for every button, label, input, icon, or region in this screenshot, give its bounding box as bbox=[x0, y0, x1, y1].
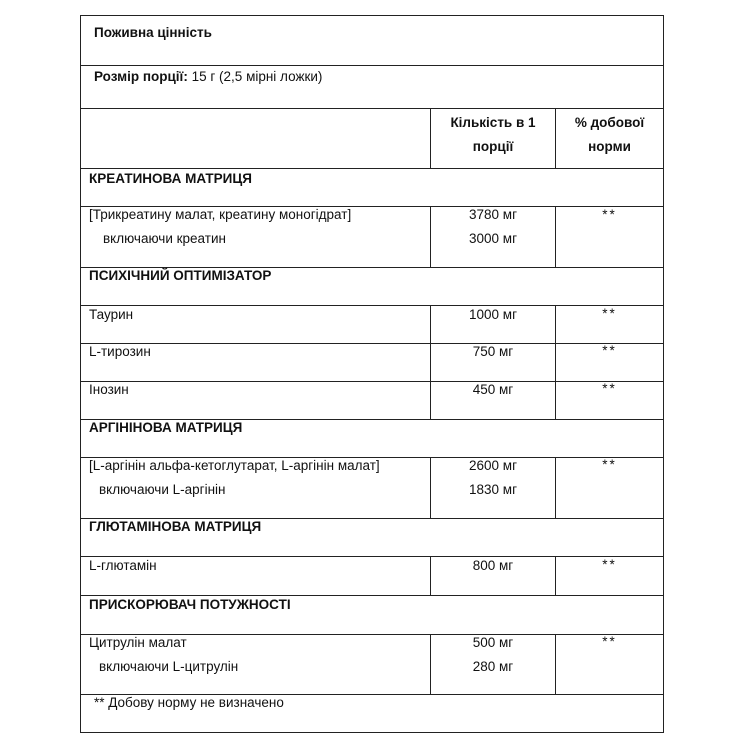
item-amount-cell bbox=[430, 344, 555, 381]
section-title: ПСИХІЧНИЙ ОПТИМІЗАТОР bbox=[89, 268, 272, 283]
section-row bbox=[81, 596, 663, 635]
table-title: Поживна цінність bbox=[94, 25, 212, 40]
serving-row bbox=[81, 66, 663, 109]
item-name-cell bbox=[81, 635, 430, 694]
item-name-cell bbox=[81, 344, 430, 381]
item-amount: 800 мг bbox=[472, 558, 514, 573]
item-row bbox=[81, 557, 663, 596]
item-amount-cell bbox=[430, 207, 555, 267]
section-row bbox=[81, 169, 663, 207]
item-dv: ** bbox=[602, 557, 617, 572]
item-amount: 3780 мг bbox=[469, 207, 517, 222]
item-dv-cell bbox=[555, 635, 663, 694]
header-name-cell bbox=[81, 109, 430, 168]
item-dv-cell bbox=[555, 557, 663, 595]
item-name-cell bbox=[81, 557, 430, 595]
item-dv-cell bbox=[555, 458, 663, 518]
header-amount-line1: Кількість в 1 bbox=[450, 115, 536, 130]
item-amount-cell bbox=[430, 635, 555, 694]
item-amount: 1000 мг bbox=[469, 307, 517, 322]
item-row bbox=[81, 382, 663, 420]
footnote: ** Добову норму не визначено bbox=[94, 695, 284, 710]
item-sub-amount: 1830 мг bbox=[469, 482, 517, 497]
item-name: Інозин bbox=[89, 382, 129, 397]
item-name: Цитрулін малат bbox=[89, 635, 187, 650]
item-dv: ** bbox=[602, 634, 617, 649]
item-sub-name: включаючи L-цитрулін bbox=[99, 659, 239, 674]
item-amount-cell bbox=[430, 557, 555, 595]
item-dv: ** bbox=[602, 381, 617, 396]
item-sub-amount: 3000 мг bbox=[469, 231, 517, 246]
item-amount-cell bbox=[430, 306, 555, 343]
item-dv-cell bbox=[555, 207, 663, 267]
section-row bbox=[81, 420, 663, 458]
header-dv-line1: % добової bbox=[574, 115, 645, 130]
item-dv-cell bbox=[555, 382, 663, 419]
item-row bbox=[81, 635, 663, 695]
item-name-cell bbox=[81, 382, 430, 419]
section-row bbox=[81, 268, 663, 306]
item-dv: ** bbox=[602, 207, 617, 222]
item-amount: 750 мг bbox=[472, 344, 514, 359]
section-title: КРЕАТИНОВА МАТРИЦЯ bbox=[89, 171, 252, 186]
item-row bbox=[81, 458, 663, 519]
section-title: ПРИСКОРЮВАЧ ПОТУЖНОСТІ bbox=[89, 597, 291, 612]
item-amount: 500 мг bbox=[472, 635, 514, 650]
section-row bbox=[81, 519, 663, 557]
item-name: [L-аргінін альфа-кетоглутарат, L-аргінін малат] bbox=[89, 458, 380, 473]
item-dv: ** bbox=[602, 306, 617, 321]
item-amount: 2600 мг bbox=[469, 458, 517, 473]
item-sub-name: включаючи L-аргінін bbox=[99, 482, 226, 497]
header-dv-line2: норми bbox=[588, 139, 631, 154]
header-amount-line2: порції bbox=[472, 139, 514, 154]
item-name: Таурин bbox=[89, 307, 134, 322]
nutrition-facts-table bbox=[80, 15, 664, 733]
section-title: ГЛЮТАМІНОВА МАТРИЦЯ bbox=[89, 519, 262, 534]
serving-label: Розмір порції: bbox=[94, 69, 188, 84]
item-amount-cell bbox=[430, 382, 555, 419]
item-name: L-глютамін bbox=[89, 558, 157, 573]
item-row bbox=[81, 207, 663, 268]
column-header-row bbox=[81, 109, 663, 169]
item-name-cell bbox=[81, 207, 430, 267]
item-dv-cell bbox=[555, 306, 663, 343]
item-sub-amount: 280 мг bbox=[472, 659, 514, 674]
item-dv: ** bbox=[602, 457, 617, 472]
item-amount-cell bbox=[430, 458, 555, 518]
section-title: АРГІНІНОВА МАТРИЦЯ bbox=[89, 420, 243, 435]
item-name-cell bbox=[81, 306, 430, 343]
item-row bbox=[81, 344, 663, 382]
item-row bbox=[81, 306, 663, 344]
item-name-cell bbox=[81, 458, 430, 518]
footnote-row bbox=[81, 695, 663, 732]
item-sub-name: включаючи креатин bbox=[103, 231, 226, 246]
header-amount-cell bbox=[430, 109, 555, 168]
serving-value: 15 г (2,5 мірні ложки) bbox=[191, 69, 323, 84]
header-dv-cell bbox=[555, 109, 663, 168]
item-dv: ** bbox=[602, 343, 617, 358]
title-row bbox=[81, 16, 663, 66]
item-dv-cell bbox=[555, 344, 663, 381]
item-name: [Трикреатину малат, креатину моногідрат] bbox=[89, 207, 352, 222]
item-amount: 450 мг bbox=[472, 382, 514, 397]
item-name: L-тирозин bbox=[89, 344, 151, 359]
serving-size bbox=[94, 69, 322, 84]
